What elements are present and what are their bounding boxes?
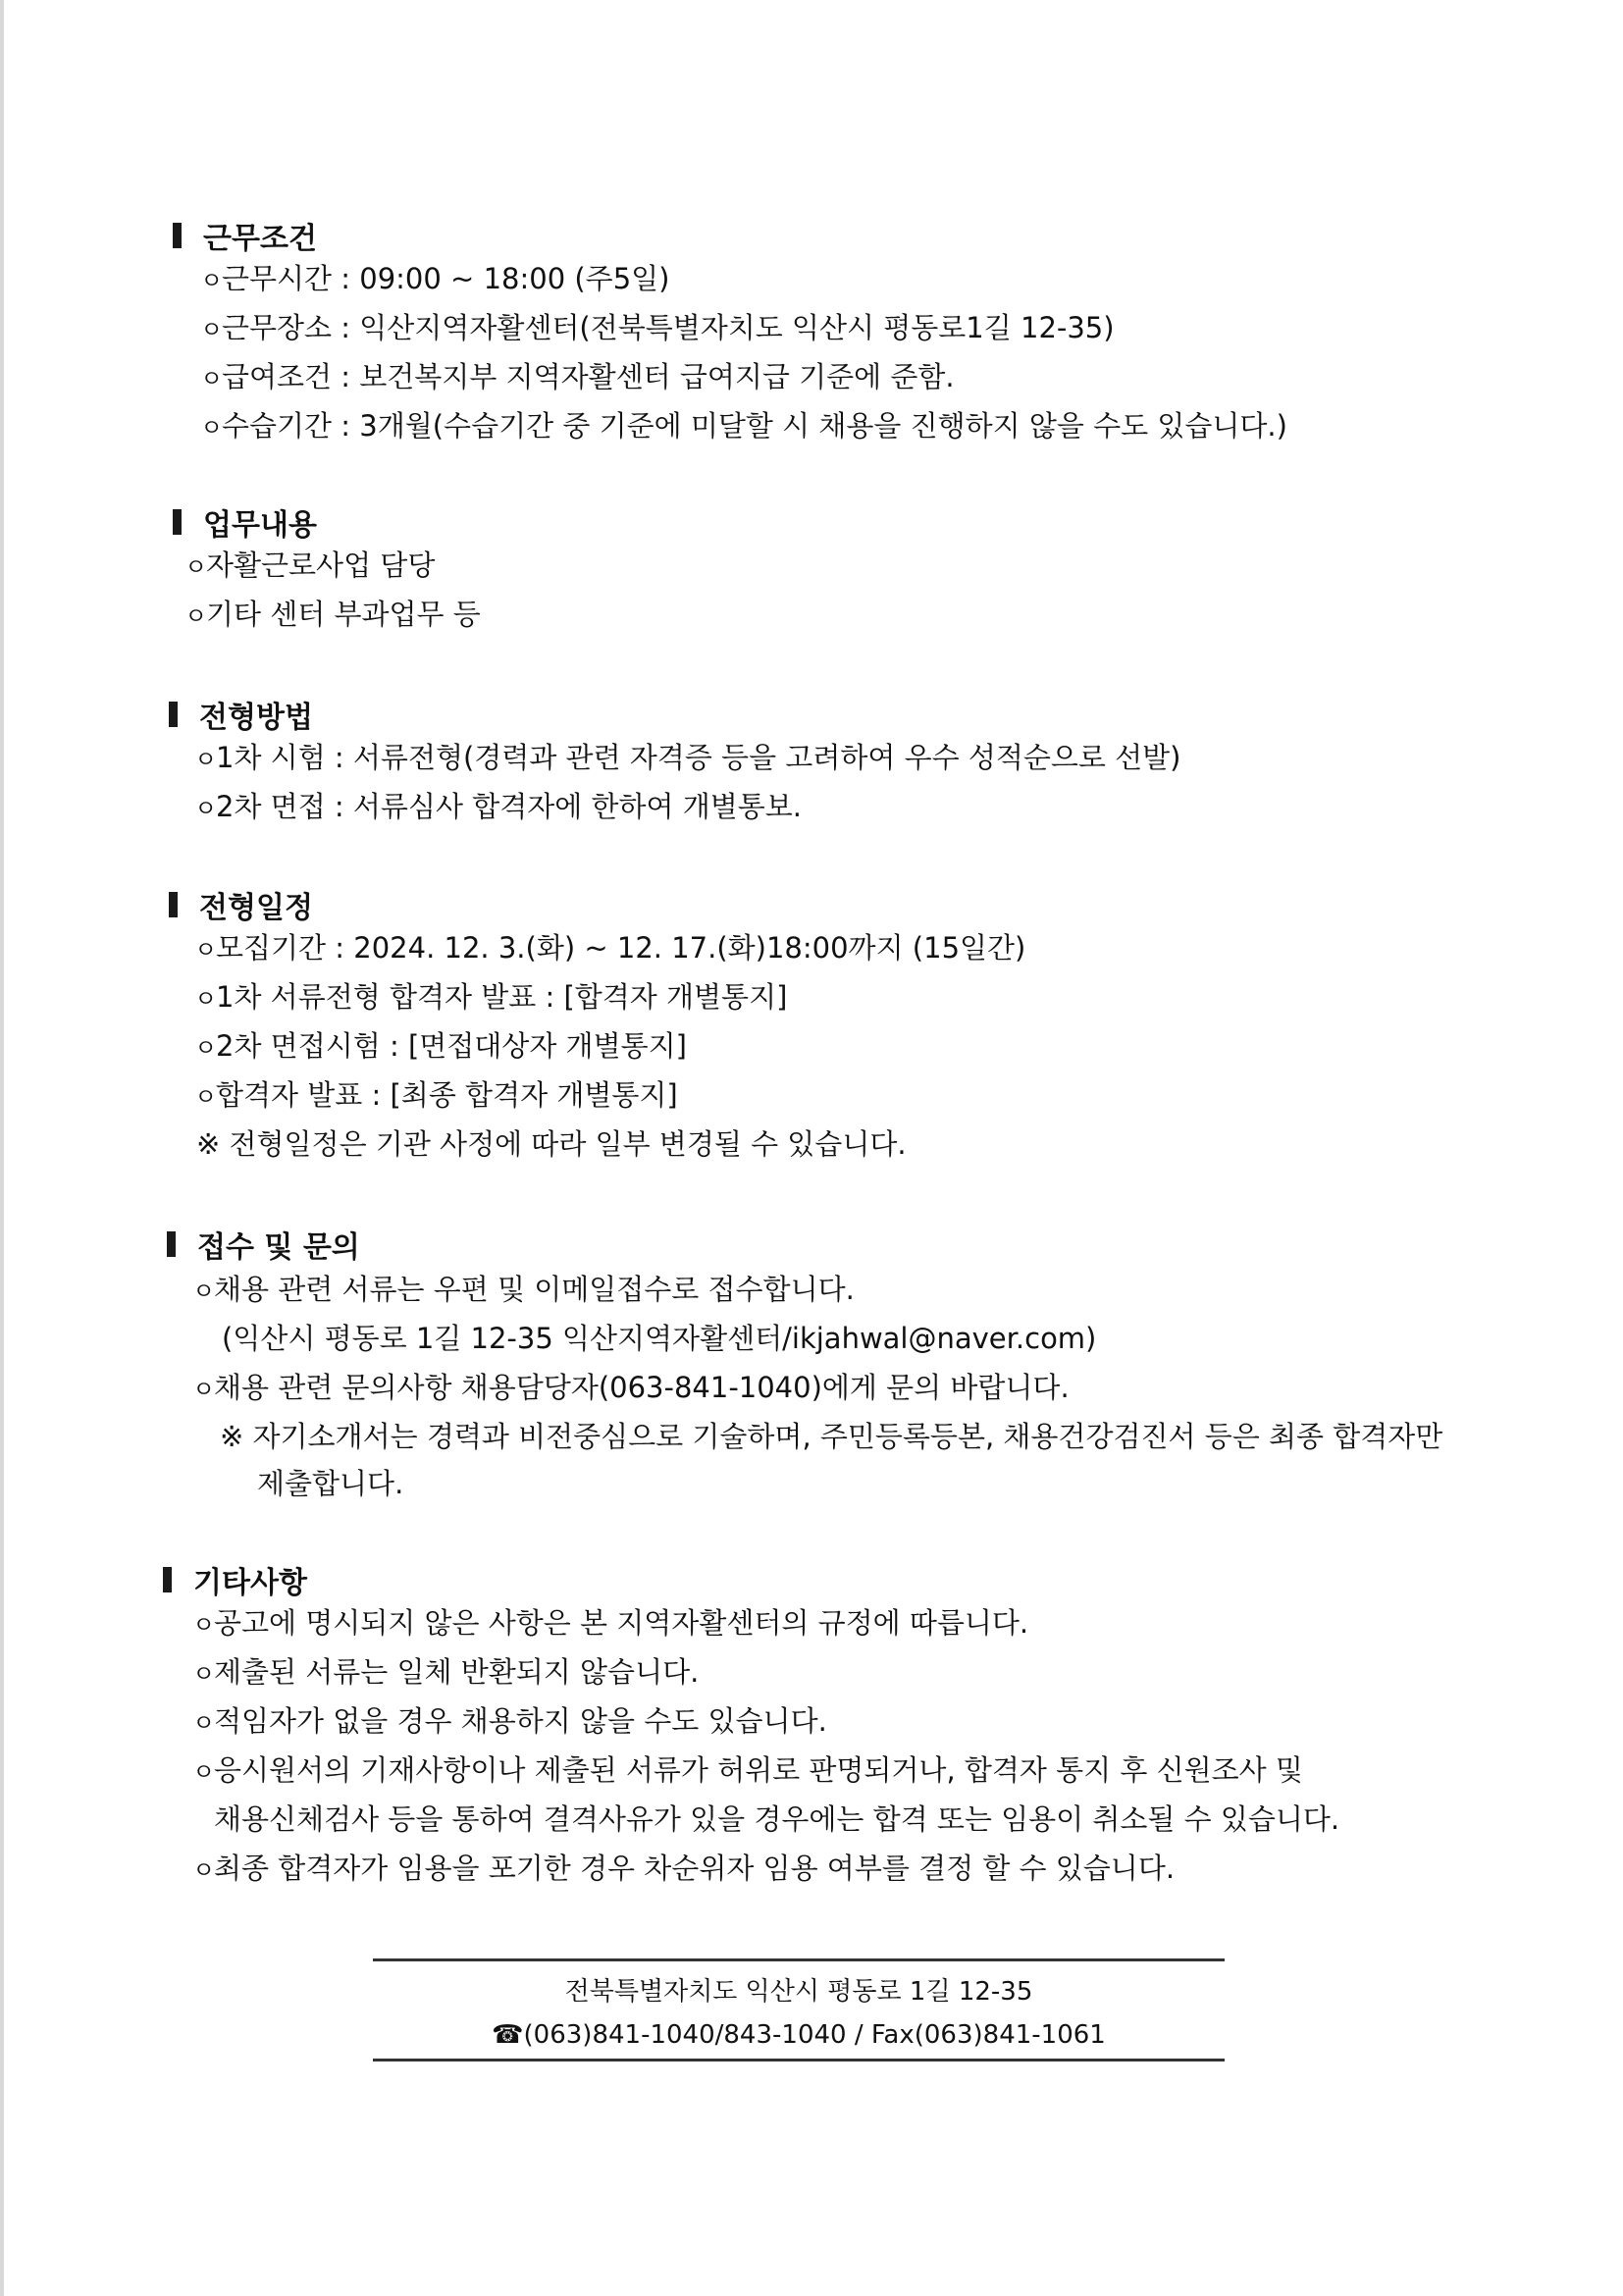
circle-bullet-icon: ㅇ [194,795,218,822]
circle-bullet-icon: ㅇ [192,1278,216,1305]
item-text: 채용 관련 서류는 우편 및 이메일접수로 접수합니다. [214,1273,855,1306]
section-title: 전형방법 [199,701,313,735]
schedule-note: ※ 전형일정은 기관 사정에 따라 일부 변경될 수 있습니다. [196,1127,907,1161]
item-text: 급여조건 : 보건복지부 지역자활센터 급여지급 기준에 준함. [222,360,955,393]
footer-address: 전북특별자치도 익산시 평동로 1길 12-35 [564,1977,1033,2007]
list-item [194,977,787,1018]
circle-bullet-icon: ㅇ [192,1758,216,1786]
item-text: 1차 서류전형 합격자 발표 : [합격자 개별통지] [216,980,788,1014]
section-heading-schedule [169,883,313,926]
item-text: 2차 면접 : 서류심사 합격자에 한하여 개별통보. [216,790,803,823]
list-item [184,546,435,587]
circle-bullet-icon: ㅇ [192,1709,216,1737]
list-item [200,259,669,300]
section-title: 근무조건 [203,222,317,256]
list-item [200,406,1287,447]
list-item [192,1368,1070,1409]
circle-bullet-icon: ㅇ [194,1034,218,1062]
list-item [194,1075,678,1117]
item-text: 수습기간 : 3개월(수습기간 중 기준에 미달할 시 채용을 진행하지 않을 수도 있습니다.) [222,409,1287,443]
circle-bullet-icon: ㅇ [200,414,224,442]
item-text: 합격자 발표 : [최종 합격자 개별통지] [216,1078,678,1112]
section-title: 업무내용 [203,508,317,543]
circle-bullet-icon: ㅇ [192,1856,216,1884]
circle-bullet-icon: ㅇ [200,267,224,294]
list-item [194,1026,687,1068]
list-item [192,1652,699,1694]
item-text: 2차 면접시험 : [면접대상자 개별통지] [216,1029,687,1063]
scan-edge [0,0,4,2296]
heading-bar-icon [169,702,178,727]
list-item [192,1270,855,1311]
list-item [192,1750,1303,1792]
item-text: 제출된 서류는 일체 반환되지 않습니다. [214,1655,700,1689]
heading-bar-icon [167,1231,176,1257]
list-item [194,787,802,828]
list-item [192,1603,1028,1644]
item-text: 최종 합격자가 임용을 포기한 경우 차순위자 임용 여부를 결정 할 수 있습니다. [214,1852,1176,1885]
list-item [184,595,481,636]
section-heading-work-conditions [173,214,317,257]
section-heading-selection-method [169,693,313,736]
circle-bullet-icon: ㅇ [194,985,218,1013]
circle-bullet-icon: ㅇ [194,1083,218,1111]
application-note-cont: 제출합니다. [257,1467,404,1500]
item-text: 기타 센터 부과업무 등 [206,598,481,631]
circle-bullet-icon: ㅇ [194,936,218,964]
footer-bottom-rule [373,2059,1225,2061]
section-title: 전형일정 [199,891,313,925]
item-text: 공고에 명시되지 않은 사항은 본 지역자활센터의 규정에 따릅니다. [214,1606,1029,1640]
circle-bullet-icon: ㅇ [192,1376,216,1403]
item-text: 적임자가 없을 경우 채용하지 않을 수도 있습니다. [214,1704,827,1738]
section-title: 기타사항 [193,1566,307,1600]
item-text: 모집기간 : 2024. 12. 3.(화) ~ 12. 17.(화)18:00까지 (15일간) [216,931,1026,965]
circle-bullet-icon: ㅇ [192,1611,216,1639]
heading-bar-icon [163,1567,172,1592]
application-address: (익산시 평동로 1길 12-35 익산지역자활센터/ikjahwal@naver.com) [222,1322,1097,1355]
heading-bar-icon [173,223,182,248]
list-item [200,357,955,398]
application-note: ※ 자기소개서는 경력과 비전중심으로 기술하며, 주민등록등본, 채용건강검진서 등은 최종 합격자만 [220,1420,1443,1453]
item-text: 1차 시험 : 서류전형(경력과 관련 자격증 등을 고려하여 우수 성적순으로 선발) [216,741,1181,774]
item-text: 근무시간 : 09:00 ~ 18:00 (주5일) [222,262,670,295]
circle-bullet-icon: ㅇ [192,1660,216,1688]
list-item [194,738,1180,779]
circle-bullet-icon: ㅇ [184,553,208,581]
section-title: 접수 및 문의 [197,1230,360,1265]
section-heading-application [167,1223,360,1266]
list-item-continuation: 채용신체검사 등을 통하여 결격사유가 있을 경우에는 합격 또는 임용이 취소될 수 있습니다. [214,1802,1340,1836]
heading-bar-icon [173,509,182,535]
list-item [192,1701,827,1743]
section-heading-duties [173,500,317,544]
circle-bullet-icon: ㅇ [194,746,218,773]
circle-bullet-icon: ㅇ [200,316,224,343]
section-heading-misc [163,1558,307,1601]
item-text: 응시원서의 기재사항이나 제출된 서류가 허위로 판명되거나, 합격자 통지 후 신원조사 및 [214,1753,1303,1787]
item-text: 자활근로사업 담당 [206,548,436,582]
list-item [200,308,1115,349]
circle-bullet-icon: ㅇ [200,365,224,392]
circle-bullet-icon: ㅇ [184,602,208,630]
footer-top-rule [373,1958,1225,1961]
heading-bar-icon [169,892,178,917]
item-text: 근무장소 : 익산지역자활센터(전북특별자치도 익산시 평동로1길 12-35) [222,311,1115,344]
footer-contact: ☎(063)841-1040/843-1040 / Fax(063)841-1061 [492,2020,1106,2050]
list-item [192,1849,1175,1890]
list-item [194,928,1025,969]
item-text: 채용 관련 문의사항 채용담당자(063-841-1040)에게 문의 바랍니다. [214,1371,1070,1404]
